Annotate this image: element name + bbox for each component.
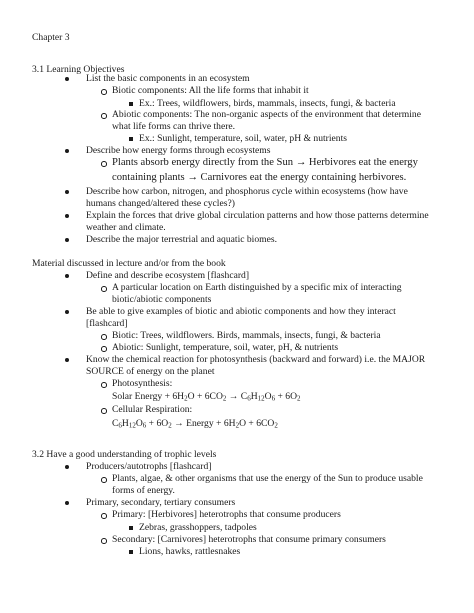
list-item: Abiotic: Sunlight, temperature, soil, water, pH, & nutrients [112, 342, 339, 353]
bullet-square [129, 137, 133, 141]
bullet-disc [65, 310, 69, 314]
bullet-circle [101, 89, 107, 95]
bullet-circle [101, 286, 107, 292]
bullet-circle [101, 538, 107, 544]
list-item-continuation: humans changed/altered these cycles?) [86, 198, 235, 209]
list-item: Plants absorb energy directly from the Sun → Herbivores eat the energy [112, 157, 418, 168]
bullet-square [129, 102, 133, 106]
list-item: List the basic components in an ecosystem [86, 73, 250, 84]
bullet-circle [101, 513, 107, 519]
list-item: A particular location on Earth distinguished by a specific mix of interacting [112, 282, 402, 293]
section-heading: Material discussed in lecture and/or from the book [32, 258, 226, 269]
bullet-disc [65, 358, 69, 362]
bullet-circle [101, 113, 107, 119]
list-item: Ex.: Trees, wildflowers, birds, mammals, insects, fungi, & bacteria [139, 98, 396, 109]
bullet-disc [65, 274, 69, 278]
list-item: Know the chemical reaction for photosynthesis (backward and forward) i.e. the MAJOR [86, 354, 426, 365]
list-item-continuation: what life forms can thrive there. [112, 121, 236, 132]
list-item: Explain the forces that drive global circulation patterns and how those patterns determine [86, 210, 429, 221]
bullet-circle [101, 382, 107, 388]
list-item-continuation: forms of energy. [112, 485, 175, 496]
list-item-continuation: SOURCE of energy on the planet [86, 366, 215, 377]
photosynthesis-equation: Solar Energy + $6H_2O + 6CO_2 \to C_6H_{12}O_6 + 6O_2$ [112, 391, 301, 403]
bullet-disc [65, 149, 69, 153]
section-heading: 3.1 Learning Objectives [32, 64, 125, 75]
list-item-continuation: [flashcard] [86, 318, 128, 329]
bullet-circle [101, 346, 107, 352]
chapter-title: Chapter 3 [32, 32, 70, 43]
bullet-disc [65, 501, 69, 505]
section-heading: 3.2 Have a good understanding of trophic levels [32, 449, 217, 460]
list-item: Secondary: [Carnivores] heterotrophs that consume primary consumers [112, 534, 386, 545]
list-item: Primary, secondary, tertiary consumers [86, 497, 236, 508]
list-item-continuation: weather and climate. [86, 222, 166, 233]
list-item: Abiotic components: The non-organic aspects of the environment that determine [112, 109, 421, 120]
list-item: Biotic: Trees, wildflowers. Birds, mammals, insects, fungi, & bacteria [112, 330, 381, 341]
bullet-circle [101, 334, 107, 340]
list-item: Be able to give examples of biotic and abiotic components and how they interact [86, 306, 396, 317]
respiration-equation: $C_6H_{12}O_6 + 6O_2$ → Energy + $6H_2O + 6CO_2$ [112, 418, 278, 430]
list-item: Describe the major terrestrial and aquatic biomes. [86, 234, 277, 245]
list-item: Zebras, grasshoppers, tadpoles [139, 522, 257, 533]
list-item: Describe how carbon, nitrogen, and phosphorus cycle within ecosystems (how have [86, 186, 408, 197]
bullet-circle [101, 161, 107, 167]
list-item: Producers/autotrophs [flashcard] [86, 461, 212, 472]
list-item: Biotic components: All the life forms that inhabit it [112, 85, 309, 96]
list-item-continuation: containing plants → Carnivores eat the energy containing herbivores. [112, 172, 407, 183]
list-item: Photosynthesis: [112, 378, 173, 389]
bullet-square [129, 526, 133, 530]
list-item: Plants, algae, & other organisms that use the energy of the Sun to produce usable [112, 473, 423, 484]
bullet-square [129, 550, 133, 554]
bullet-disc [65, 465, 69, 469]
list-item: Define and describe ecosystem [flashcard] [86, 270, 250, 281]
bullet-disc [65, 214, 69, 218]
bullet-circle [101, 408, 107, 414]
list-item: Lions, hawks, rattlesnakes [139, 546, 241, 557]
list-item: Cellular Respiration: [112, 404, 193, 415]
bullet-disc [65, 190, 69, 194]
list-item: Primary: [Herbivores] heterotrophs that consume producers [112, 509, 341, 520]
list-item-continuation: biotic/abiotic components [112, 294, 212, 305]
bullet-circle [101, 477, 107, 483]
list-item: Describe how energy forms through ecosystems [86, 145, 271, 156]
bullet-disc [65, 77, 69, 81]
bullet-disc [65, 238, 69, 242]
list-item: Ex.: Sunlight, temperature, soil, water, pH & nutrients [139, 133, 347, 144]
